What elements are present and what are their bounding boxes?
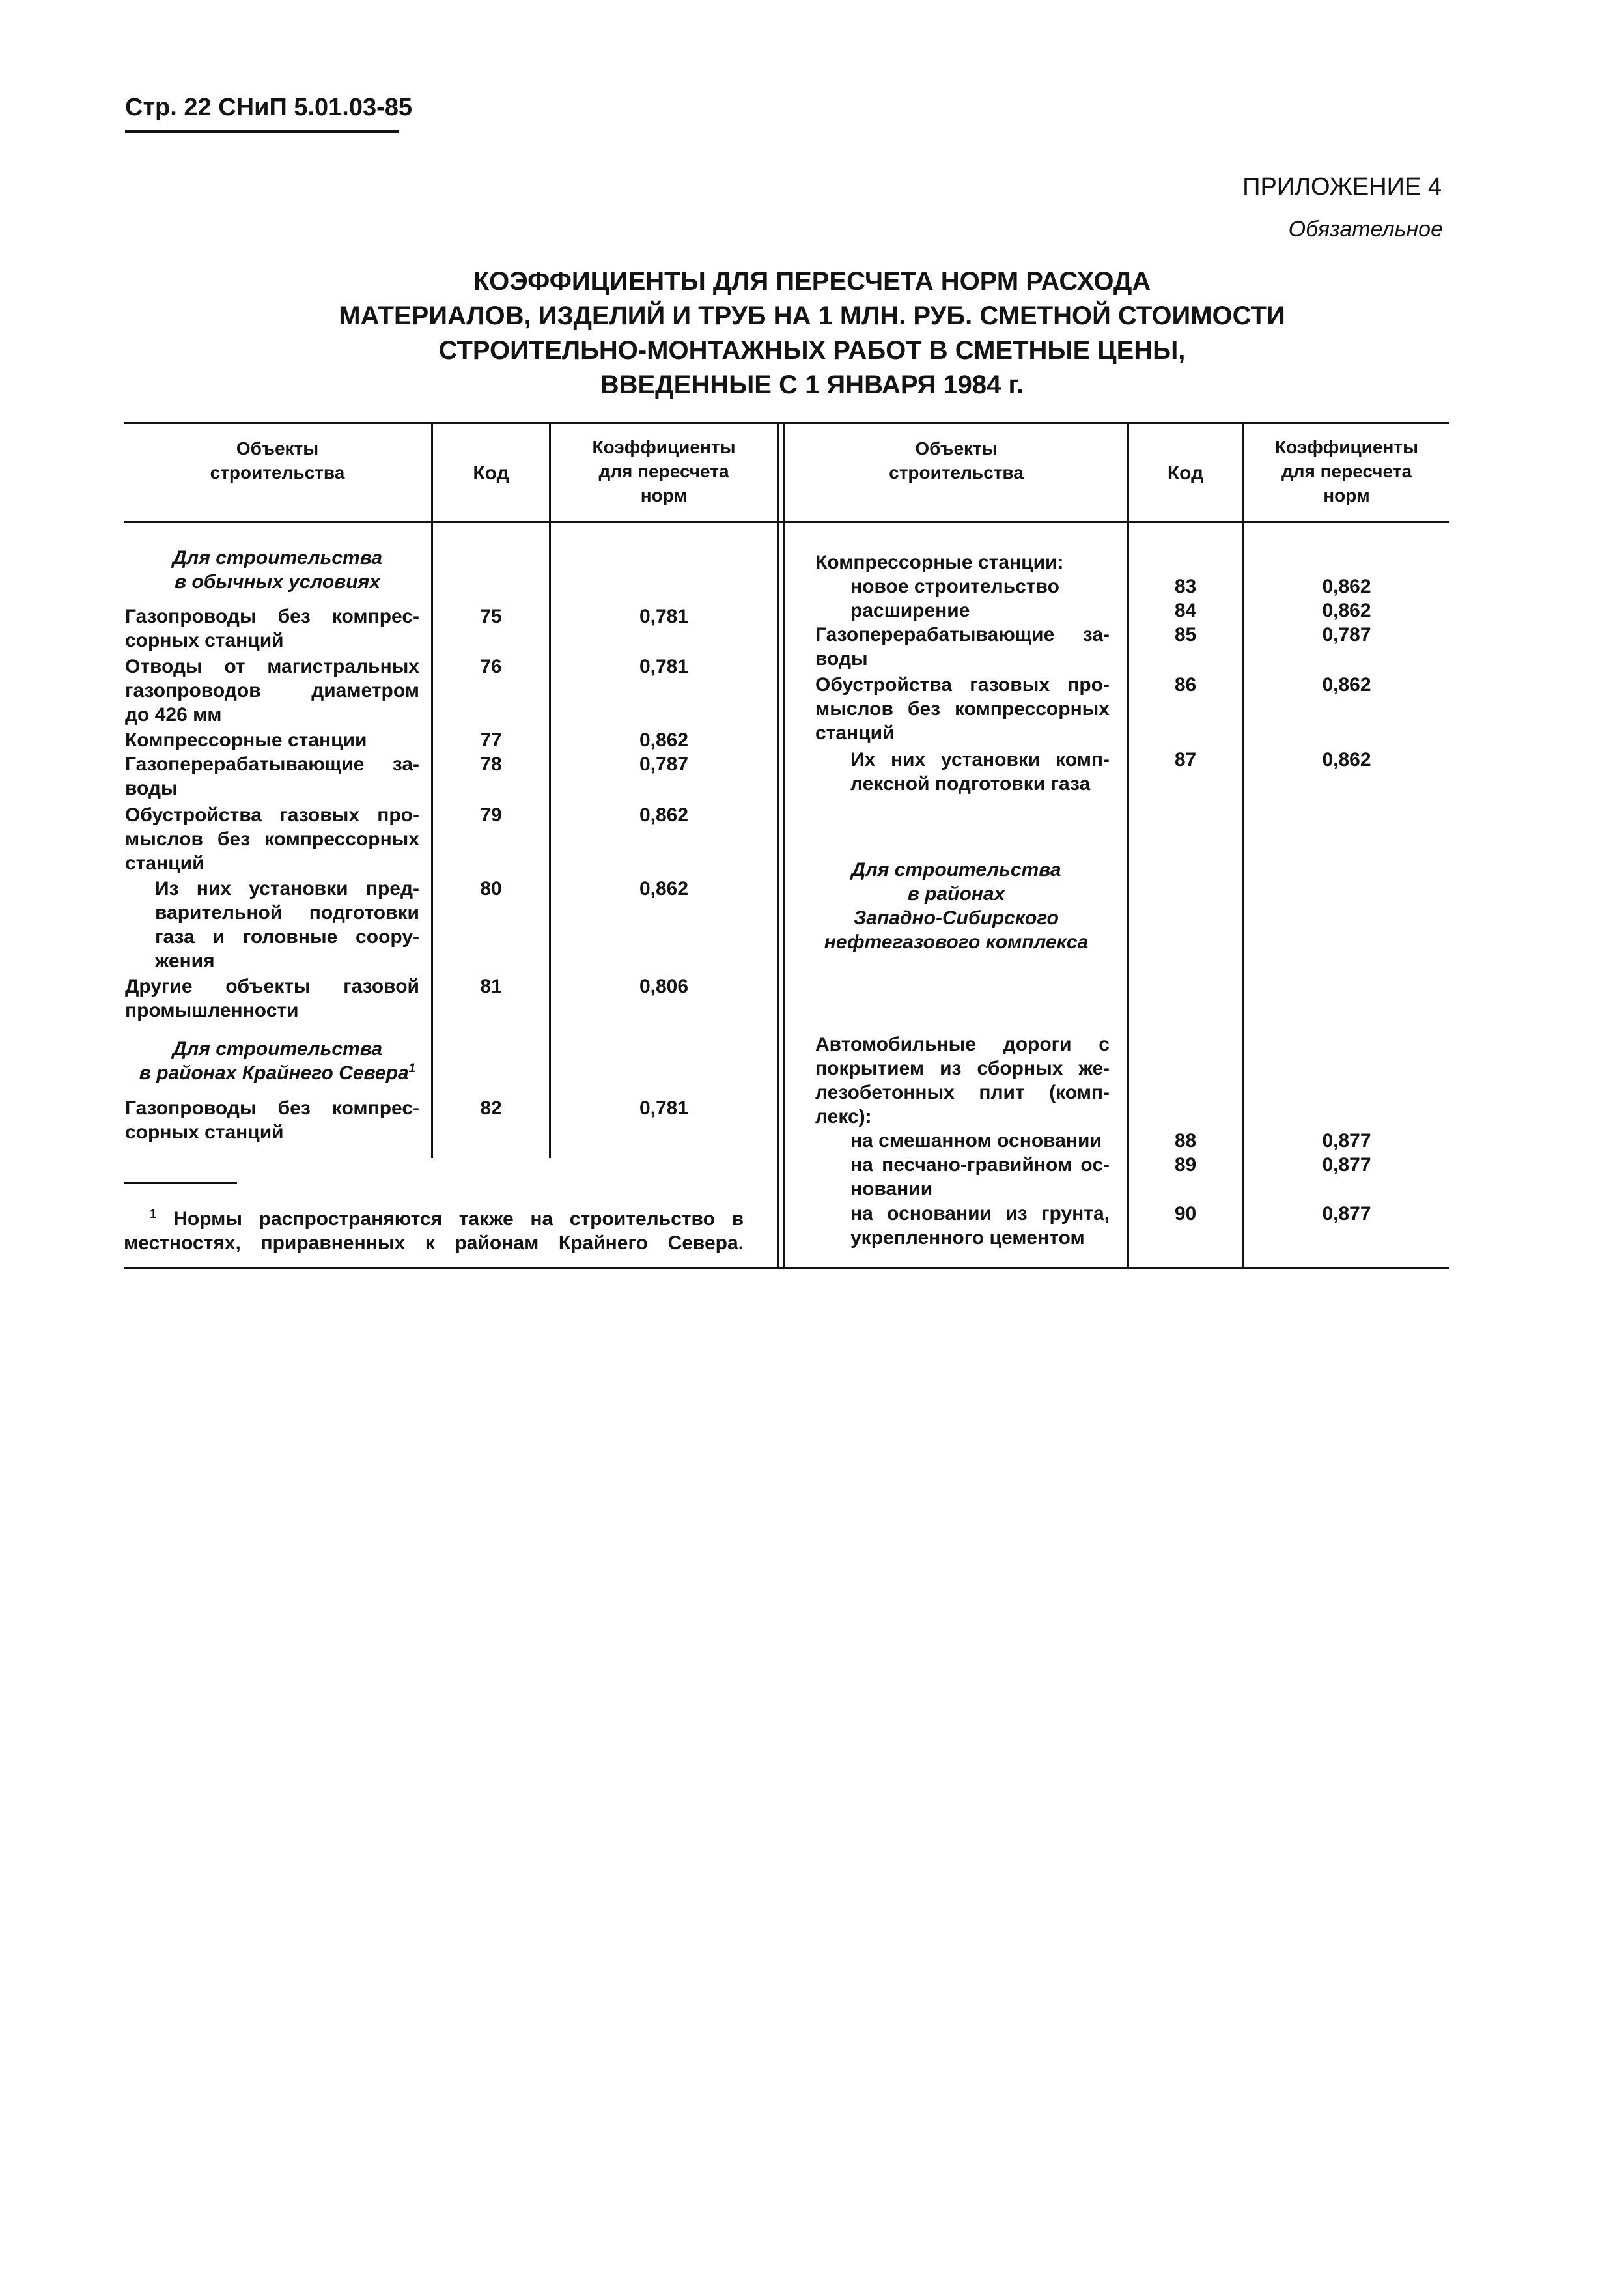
group-title-compressor-stations: Компрессорные станции: (815, 552, 1064, 573)
table-row: Их них установки комп- лексной подготовки газа (850, 749, 1110, 795)
left-col-rule-1 (431, 422, 433, 1158)
appendix-status: Обязательное (1288, 217, 1443, 242)
table-row: расширение (850, 600, 970, 621)
document-title-line-3: СТРОИТЕЛЬНО-МОНТАЖНЫХ РАБОТ В СМЕТНЫЕ ЦЕНЫ, (438, 336, 1186, 365)
table-row: на основании из грунта, укрепленного цементом (850, 1203, 1110, 1249)
footnote-mark: 1 (408, 1062, 416, 1075)
code-cell: 82 (480, 1097, 502, 1119)
code-cell: 81 (480, 976, 502, 997)
coef-cell: 0,862 (1322, 600, 1371, 621)
code-cell: 88 (1174, 1130, 1197, 1152)
code-cell: 83 (1174, 576, 1197, 597)
header-objects-left: Объекты строительства (210, 438, 345, 483)
document-title-line-4: ВВЕДЕННЫЕ С 1 ЯНВАРЯ 1984 г. (600, 371, 1024, 399)
code-cell: 80 (480, 878, 502, 899)
coef-cell: 0,806 (639, 976, 689, 997)
table-row: Компрессорные станции (125, 729, 367, 751)
coef-cell: 0,877 (1322, 1154, 1371, 1176)
code-cell: 90 (1174, 1203, 1197, 1224)
table-bottom-rule (124, 1267, 1449, 1269)
code-cell: 79 (480, 804, 502, 826)
center-double-rule-a (777, 422, 779, 1267)
section-ordinary-conditions: Для строительства в обычных условиях (172, 547, 383, 593)
table-row: Газоперерабатывающие за- воды (125, 754, 419, 799)
code-cell: 77 (480, 729, 502, 751)
coef-cell: 0,877 (1322, 1203, 1371, 1224)
header-coef-right: Коэффициенты для пересчета норм (1274, 437, 1419, 505)
coef-cell: 0,781 (639, 1097, 689, 1119)
header-objects-right: Объекты строительства (889, 438, 1024, 483)
coef-cell: 0,781 (639, 656, 689, 677)
table-row: Газоперерабатывающие за- воды (815, 624, 1110, 670)
section-far-north: Для строительства в районах Крайнего Севера$^1$ (139, 1038, 416, 1084)
code-cell: 86 (1174, 674, 1197, 696)
table-row: Обустройства газовых про- мыслов без компрессорных станций (125, 804, 419, 874)
code-cell: 84 (1174, 600, 1197, 621)
code-cell: 85 (1174, 624, 1197, 645)
table-header-rule (124, 521, 1449, 523)
page-header: Стр. 22 СНиП 5.01.03-85 (125, 94, 413, 121)
coef-cell: 0,862 (639, 804, 689, 826)
code-cell: 89 (1174, 1154, 1197, 1176)
table-row: на песчано-гравийном ос- новании (850, 1154, 1110, 1200)
coef-cell: 0,862 (1322, 576, 1371, 597)
footnote-rule (124, 1182, 237, 1184)
coef-cell: 0,862 (639, 729, 689, 751)
coef-cell: 0,862 (639, 878, 689, 899)
table-row: на смешанном основании (850, 1130, 1102, 1152)
table-row: Газопроводы без компрес- сорных станций (125, 1097, 419, 1143)
coef-cell: 0,781 (639, 606, 689, 627)
coef-cell: 0,787 (639, 754, 689, 775)
document-title-line-1: КОЭФФИЦИЕНТЫ ДЛЯ ПЕРЕСЧЕТА НОРМ РАСХОДА (473, 267, 1151, 296)
section-west-siberian: Для строительства в районах Западно-Сибирского нефтегазового комплекса (824, 859, 1089, 953)
code-cell: 78 (480, 754, 502, 775)
center-double-rule-b (783, 422, 785, 1267)
table-top-rule (124, 422, 1449, 424)
table-row: Другие объекты газовой промышленности (125, 976, 419, 1021)
coef-cell: 0,877 (1322, 1130, 1371, 1152)
code-cell: 75 (480, 606, 502, 627)
coef-cell: 0,862 (1322, 674, 1371, 696)
coef-cell: 0,862 (1322, 749, 1371, 770)
left-col-rule-2 (549, 422, 551, 1158)
header-rule (125, 130, 399, 133)
group-title-roads: Автомобильные дороги с покрытием из сборных же- лезобетонных плит (комп- лекс): (815, 1034, 1110, 1127)
code-cell: 87 (1174, 749, 1197, 770)
footnote: $^1$ Нормы распространяются также на строительство в местностях, приравненных к районам Крайнего Севера. (124, 1208, 744, 1254)
table-row: Газопроводы без компрес- сорных станций (125, 606, 419, 651)
document-title-line-2: МАТЕРИАЛОВ, ИЗДЕЛИЙ И ТРУБ НА 1 МЛН. РУБ. СМЕТНОЙ СТОИМОСТИ (339, 302, 1285, 330)
table-row: Отводы от магистральных газопроводов диаметром до 426 мм (125, 656, 419, 726)
header-code-left: Код (473, 462, 509, 484)
table-row: новое строительство (850, 576, 1059, 597)
table-row: Обустройства газовых про- мыслов без компрессорных станций (815, 674, 1110, 744)
header-code-right: Код (1167, 462, 1204, 484)
code-cell: 76 (480, 656, 502, 677)
table-row: Из них установки пред- варительной подготовки газа и головные соору- жения (155, 878, 419, 972)
appendix-label: ПРИЛОЖЕНИЕ 4 (1242, 173, 1442, 201)
header-coef-left: Коэффициенты для пересчета норм (592, 437, 736, 505)
coef-cell: 0,787 (1322, 624, 1371, 645)
